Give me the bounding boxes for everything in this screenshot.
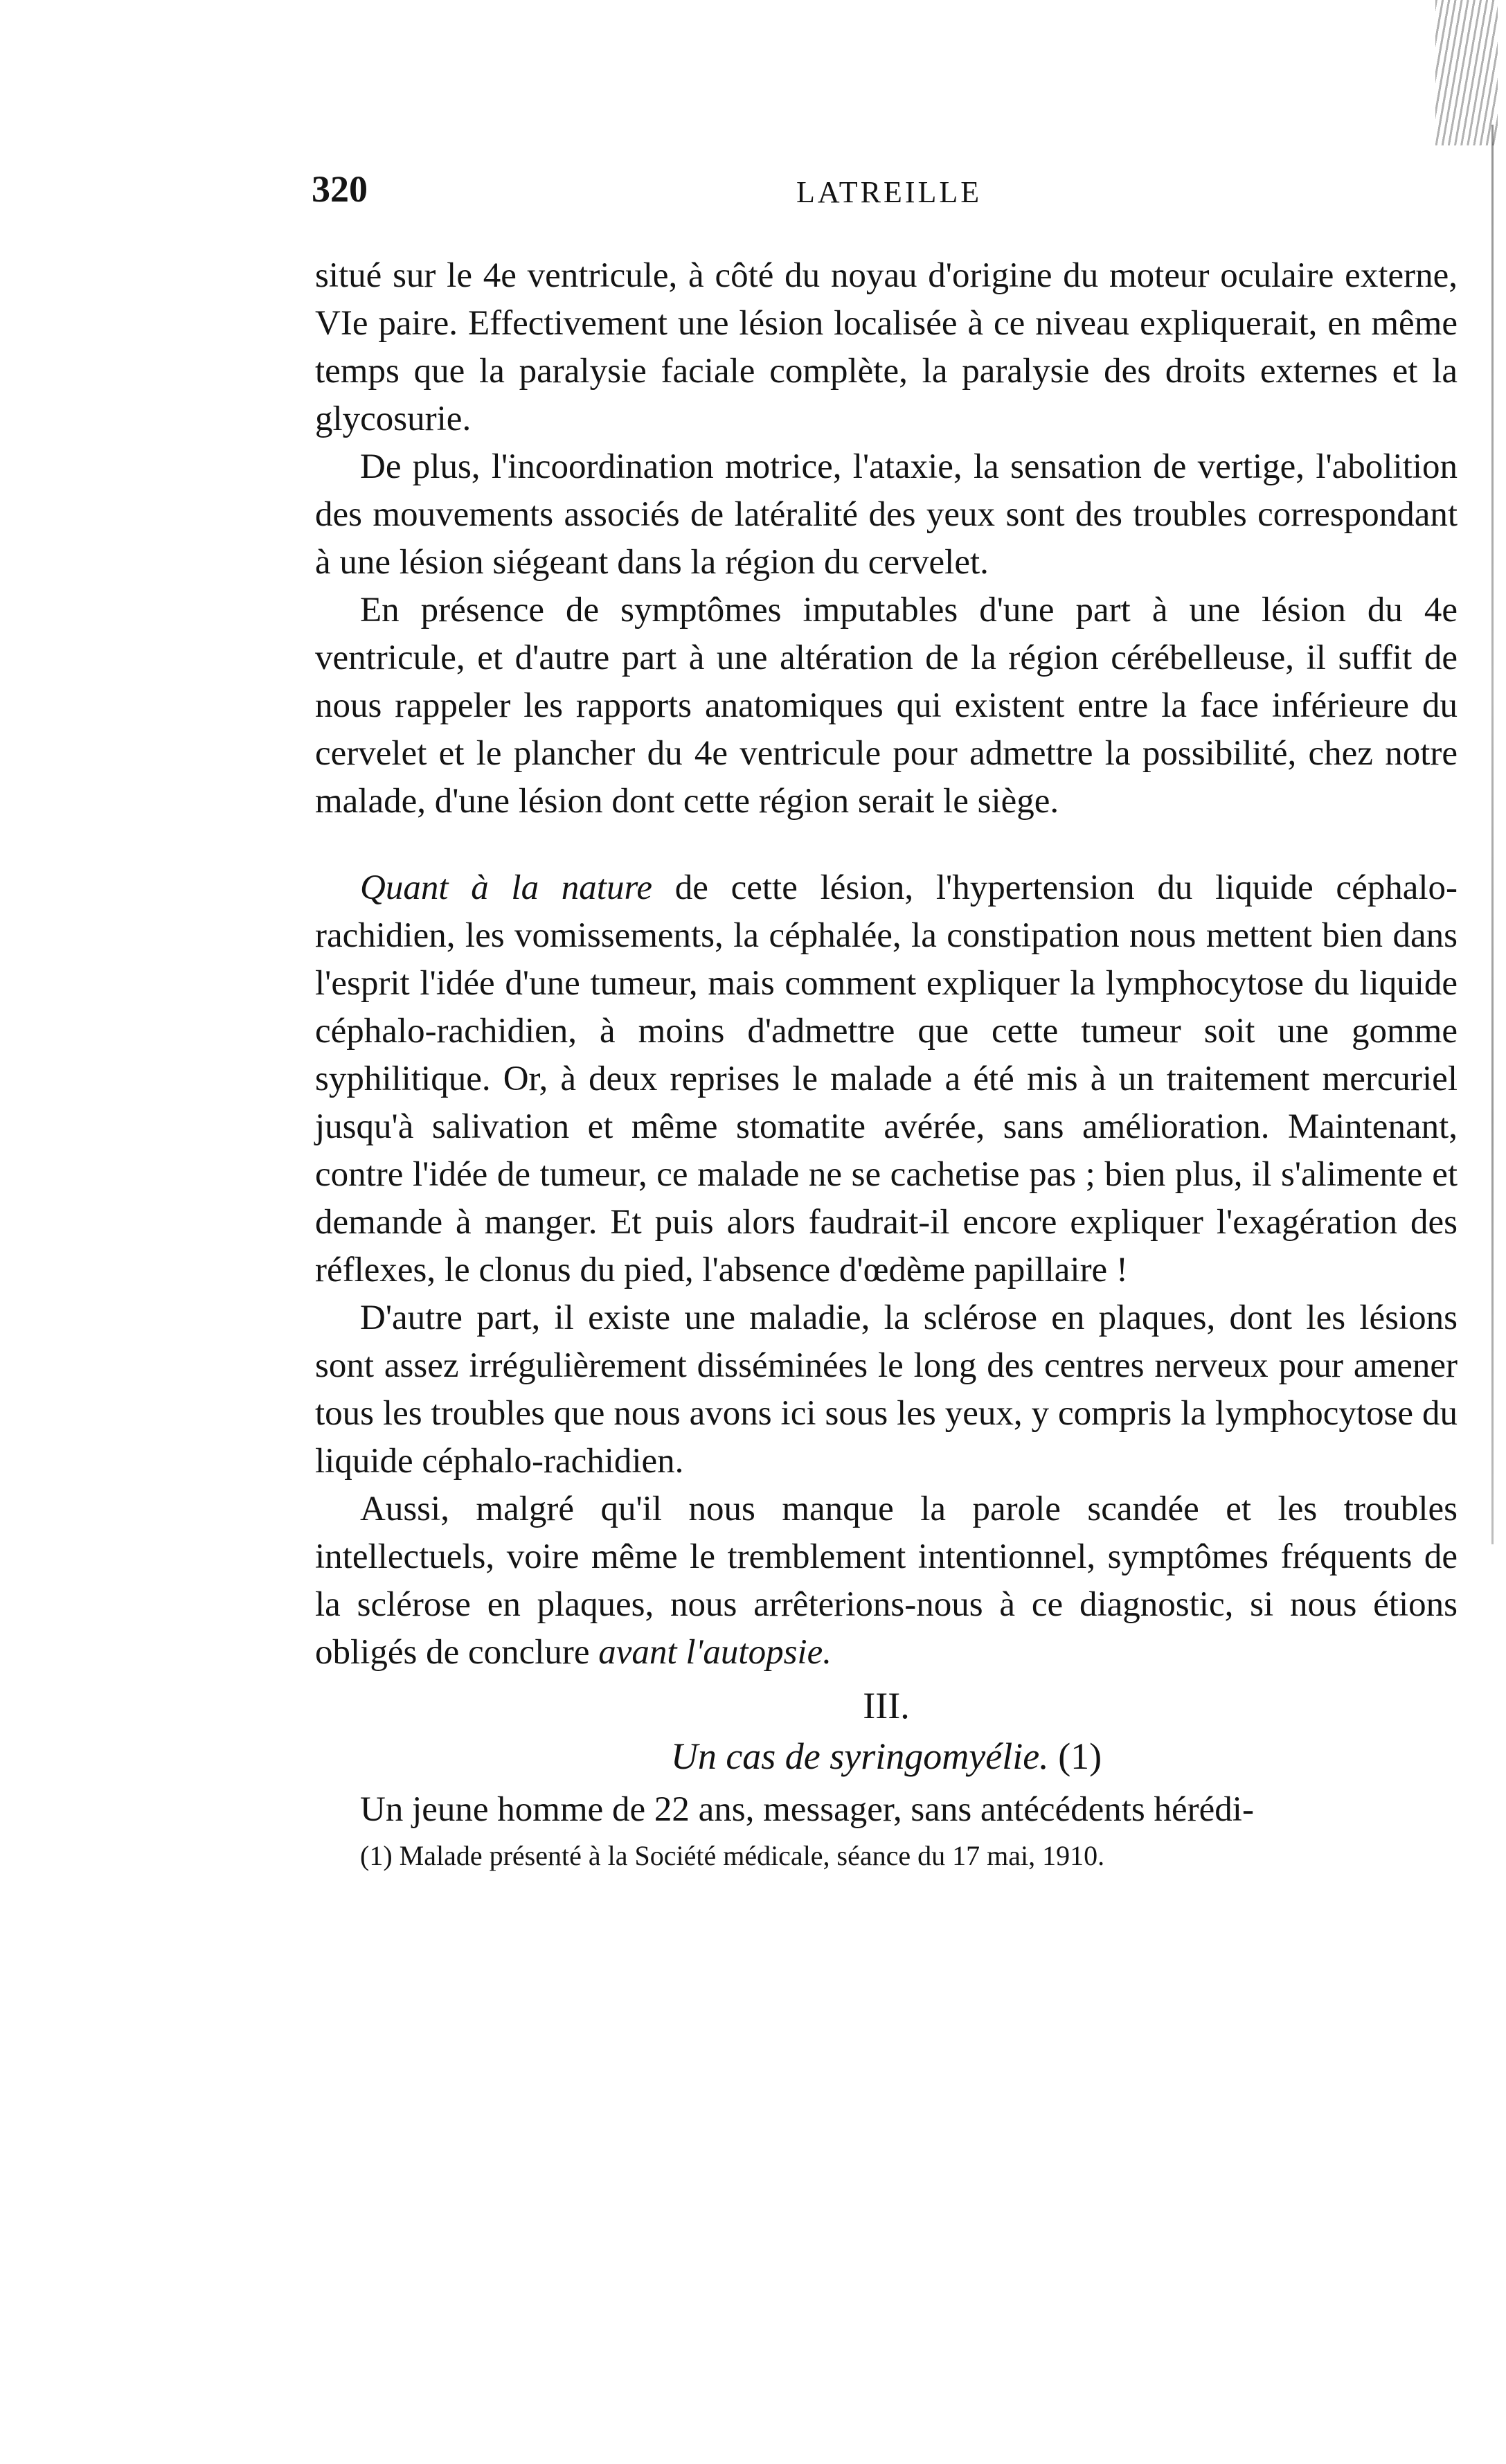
paragraph [315, 1294, 1458, 1485]
paragraph-text: En présence de symptômes imputables d'une part à une lésion du 4e ventricule, et d'autre part à une altération de la région cérébelleuse, il suffit de nous rappeler les rapports anatomiques qui existent entre la face inférieure du cervelet et le plancher du 4e ventricule pour admettre la possibilité, chez notre malade, d'une lésion dont cette région serait le siège. [315, 591, 1458, 821]
paragraph-text: D'autre part, il existe une maladie, la sclérose en plaques, dont les lésions sont assez irrégulièrement disséminées le long des centres nerveux pour amener tous les troubles que nous avons ici sous les yeux, y compris la lymphocytose du liquide céphalo-rachidien. [315, 1298, 1458, 1481]
body-text [315, 252, 1458, 1874]
paragraph-text: De plus, l'incoordination motrice, l'ataxie, la sensation de vertige, l'abolition des mouvements associés de latéralité des yeux sont des troubles correspondant à une lésion siégeant dans la région du cervelet. [315, 447, 1458, 582]
footnote: (1) Malade présenté à la Société médicale, séance du 17 mai, 1910. [360, 1840, 1105, 1871]
paragraph-italic-tail: avant l'autopsie. [598, 1633, 832, 1672]
section-number: III. [863, 1685, 910, 1726]
running-head: LATREILLE [796, 175, 983, 209]
page-edge-shadow [1491, 125, 1494, 1544]
paragraph-text: Aussi, malgré qu'il nous manque la parole scandée et les troubles intellectuels, voire même le tremblement intentionnel, symptômes fréquents de la sclérose en plaques, nous arrêterions-nous à ce diagnostic, si nous étions obligés de conclure [315, 1490, 1458, 1672]
paragraph [315, 443, 1458, 587]
paragraph-first-line: Un jeune homme de 22 ans, messager, sans antécédents hérédi- [360, 1790, 1254, 1829]
page-header [312, 168, 1447, 216]
paragraph [315, 1485, 1458, 1677]
page-number: 320 [312, 168, 368, 210]
paragraph-text: de cette lésion, l'hypertension du liquide céphalo-rachidien, les vomissements, la céphalée, la constipation nous mettent bien dans l'esprit l'idée d'une tumeur, mais comment expliquer la lymphocytose du liquide céphalo-rachidien, à moins d'admettre que cette tumeur soit une gomme syphilitique. Or, à deux reprises le malade a été mis à un traitement mercuriel jusqu'à salivation et même stomatite avérée, sans amélioration. Maintenant, contre l'idée de tumeur, ce malade ne se cachetise pas ; bien plus, il s'alimente et demande à manger. Et puis alors faudrait-il encore expliquer l'exagération des réflexes, le clonus du pied, l'absence d'œdème papillaire ! [315, 868, 1458, 1289]
paragraph [315, 587, 1458, 825]
paragraph [315, 252, 1458, 443]
paragraph-italic-lead: Quant à la nature [360, 868, 653, 907]
section-title-text: Un cas de syringomyélie. [670, 1735, 1049, 1777]
paragraph [315, 864, 1458, 1294]
footnote-reference: (1) [1048, 1735, 1102, 1777]
scan-corner-shadow [1435, 0, 1498, 145]
section-title [315, 1733, 1458, 1780]
paragraph-text: situé sur le 4e ventricule, à côté du noyau d'origine du moteur oculaire externe, VIe paire. Effectivement une lésion localisée à ce niveau expliquerait, en même temps que la paralysie faciale complète, la paralysie des droits externes et la glycosurie. [315, 256, 1458, 438]
